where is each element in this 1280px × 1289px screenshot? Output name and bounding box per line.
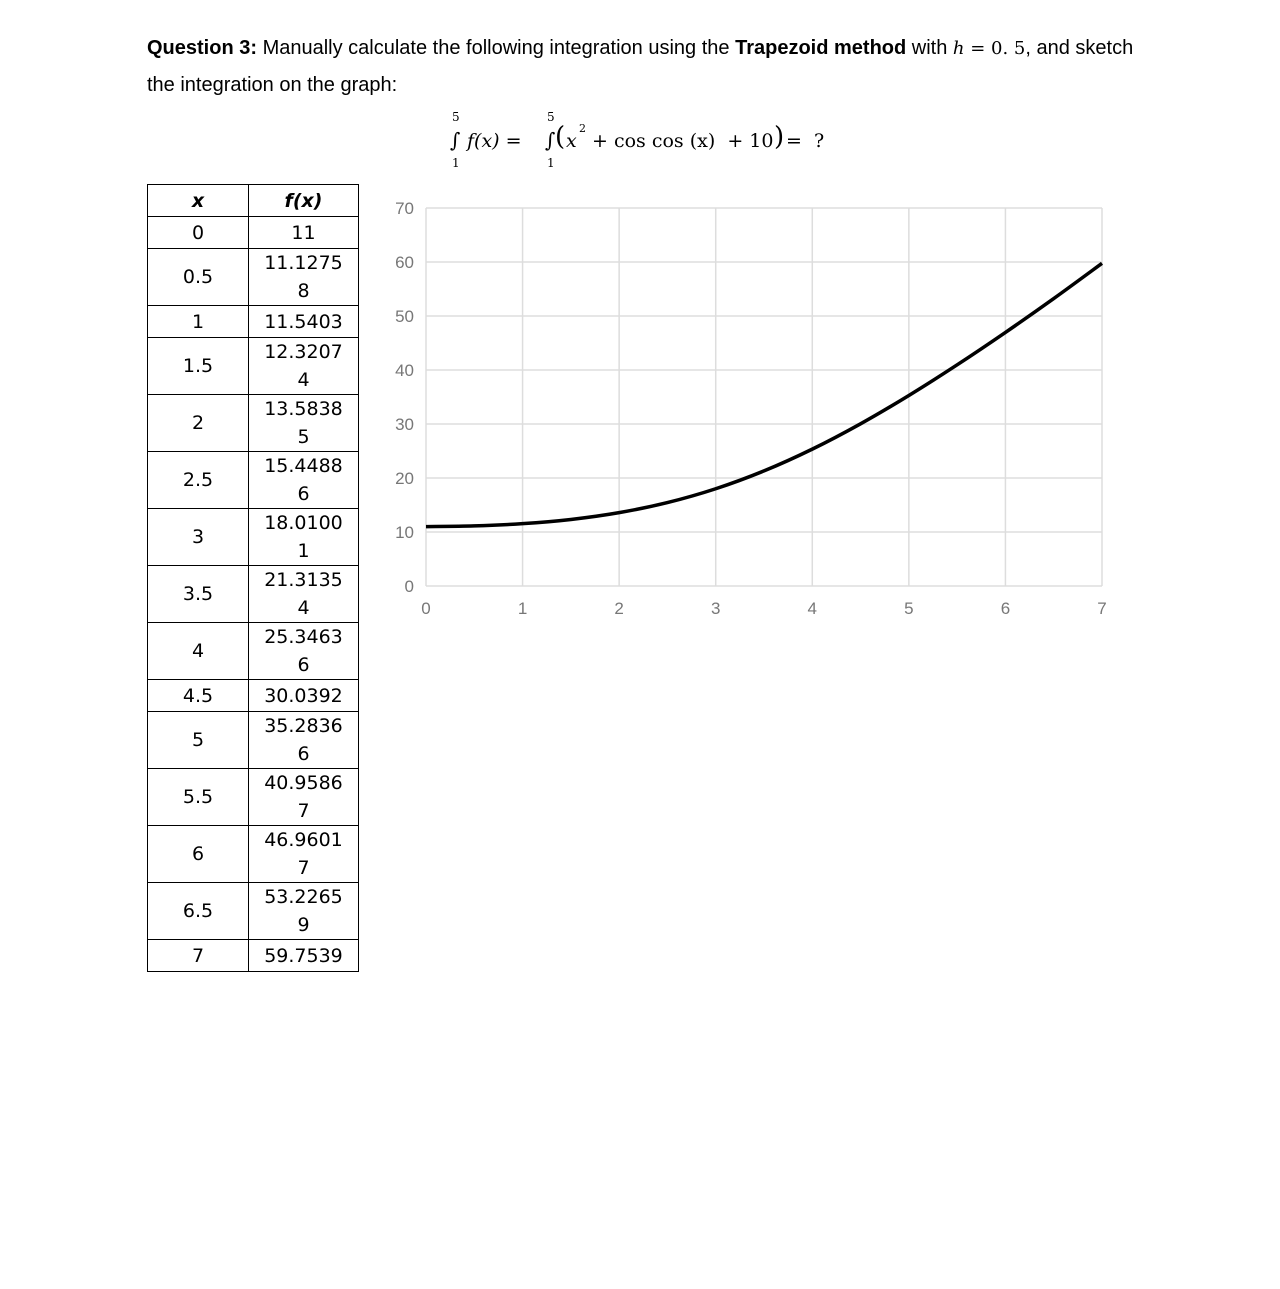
cell-x: 4 <box>148 623 249 680</box>
cell-fx-line: 40.9586 <box>264 772 343 794</box>
lower-limit-2: 1 <box>547 156 555 170</box>
cell-fx-line: 15.4488 <box>264 455 343 477</box>
y-tick-label: 40 <box>395 361 414 380</box>
table-row <box>148 566 359 623</box>
y-tick-label: 0 <box>404 577 414 596</box>
cell-x: 5 <box>148 712 249 769</box>
table-row <box>148 680 359 712</box>
cell-fx <box>249 769 359 826</box>
question-text <box>147 30 1147 103</box>
cell-fx <box>249 883 359 940</box>
cell-fx <box>249 249 359 306</box>
y-tick-label: 30 <box>395 415 414 434</box>
x-tick-label: 0 <box>421 599 431 618</box>
cell-fx <box>249 826 359 883</box>
cell-x: 4.5 <box>148 680 249 712</box>
cell-x: 3 <box>148 509 249 566</box>
cell-x: 7 <box>148 940 249 972</box>
cell-fx-line: 30.0392 <box>264 684 343 707</box>
x-tick-label: 4 <box>807 599 818 618</box>
y-tick-label: 10 <box>395 523 414 542</box>
y-tick-label: 50 <box>395 307 414 326</box>
cell-fx-line: 25.3463 <box>264 626 343 648</box>
cell-fx-line: 11.5403 <box>264 310 343 333</box>
cell-fx-line: 21.3135 <box>264 569 343 591</box>
upper-limit-1: 5 <box>452 110 460 124</box>
cell-fx <box>249 509 359 566</box>
table-row <box>148 452 359 509</box>
exponent: 2 <box>579 122 586 135</box>
x-tick-label: 1 <box>517 599 528 618</box>
cell-fx-line: 59.7539 <box>264 944 343 967</box>
y-tick-label: 60 <box>395 253 414 272</box>
cell-fx-line: 6 <box>297 743 310 765</box>
cell-fx <box>249 217 359 249</box>
result-expression: = ? <box>786 130 825 152</box>
table-row <box>148 940 359 972</box>
open-paren-icon: ( <box>555 122 566 152</box>
x-tick-label: 7 <box>1097 599 1107 618</box>
cell-x: 0 <box>148 217 249 249</box>
table-row <box>148 395 359 452</box>
cell-fx-line: 53.2265 <box>264 886 343 908</box>
cell-fx <box>249 452 359 509</box>
cell-x: 1.5 <box>148 338 249 395</box>
cell-x: 2 <box>148 395 249 452</box>
cell-fx <box>249 566 359 623</box>
cell-fx <box>249 680 359 712</box>
y-tick-label: 70 <box>395 199 414 218</box>
question-text-2: with <box>906 37 953 59</box>
h-value: = 0. 5 <box>964 38 1026 59</box>
table-body <box>148 217 359 972</box>
table-row <box>148 883 359 940</box>
cell-fx <box>249 623 359 680</box>
question-text-3: , and sketch the integration on the graph: <box>147 37 1134 96</box>
cell-fx <box>249 306 359 338</box>
cell-x: 2.5 <box>148 452 249 509</box>
cell-fx-line: 4 <box>297 369 310 391</box>
x-tick-label: 3 <box>710 599 721 618</box>
cell-fx <box>249 940 359 972</box>
table-row <box>148 249 359 306</box>
cell-fx-line: 11 <box>291 221 316 244</box>
chart-grid <box>426 208 1102 586</box>
table-row <box>148 769 359 826</box>
line-chart <box>380 190 1120 630</box>
table-row <box>148 826 359 883</box>
cell-fx-line: 1 <box>297 540 310 562</box>
cell-x: 0.5 <box>148 249 249 306</box>
close-paren-icon: ) <box>774 122 785 152</box>
cell-fx-line: 8 <box>297 280 310 302</box>
cell-fx-line: 7 <box>297 800 310 822</box>
x-variable: x <box>566 130 577 152</box>
cell-fx-line: 13.5838 <box>264 398 343 420</box>
table-row <box>148 338 359 395</box>
table-row <box>148 623 359 680</box>
cell-x: 6.5 <box>148 883 249 940</box>
cell-fx-line: 5 <box>297 426 310 448</box>
cell-fx-line: 46.9601 <box>264 829 343 851</box>
lhs-expression: f(x) = <box>467 130 522 152</box>
cell-fx-line: 4 <box>297 597 310 619</box>
cell-fx-line: 6 <box>297 483 310 505</box>
rhs-expression: + cos cos (x) + 10 <box>592 130 774 152</box>
lower-limit-1: 1 <box>452 156 460 170</box>
table-row <box>148 306 359 338</box>
cell-x: 3.5 <box>148 566 249 623</box>
cell-fx-line: 7 <box>297 857 310 879</box>
cell-x: 6 <box>148 826 249 883</box>
upper-limit-2: 5 <box>547 110 555 124</box>
table-row <box>148 217 359 249</box>
h-symbol: h <box>952 38 965 59</box>
cell-fx-line: 18.0100 <box>264 512 343 534</box>
cell-fx-line: 12.3207 <box>264 341 343 363</box>
cell-fx-line: 9 <box>297 914 310 936</box>
cell-x: 5.5 <box>148 769 249 826</box>
x-tick-label: 2 <box>614 599 624 618</box>
series-line <box>426 263 1102 526</box>
x-tick-label: 5 <box>904 599 914 618</box>
table-row <box>148 509 359 566</box>
integral-sign-icon: ∫ <box>450 128 461 152</box>
header-x: x <box>148 185 249 217</box>
table-row <box>148 712 359 769</box>
x-tick-label: 6 <box>1000 599 1011 618</box>
cell-fx-line: 6 <box>297 654 310 676</box>
cell-x: 1 <box>148 306 249 338</box>
integral-sign-icon: ∫ <box>545 128 556 152</box>
cell-fx <box>249 712 359 769</box>
cell-fx-line: 35.2836 <box>264 715 343 737</box>
question-label: Question 3: <box>147 37 258 59</box>
cell-fx <box>249 395 359 452</box>
cell-fx <box>249 338 359 395</box>
method-name: Trapezoid method <box>735 37 907 59</box>
y-tick-label: 20 <box>395 469 414 488</box>
integral-formula <box>440 104 860 174</box>
values-table <box>147 184 359 972</box>
header-fx: f(x) <box>249 185 359 217</box>
question-text-1: Manually calculate the following integration using the <box>257 37 736 59</box>
cell-fx-line: 11.1275 <box>264 252 343 274</box>
